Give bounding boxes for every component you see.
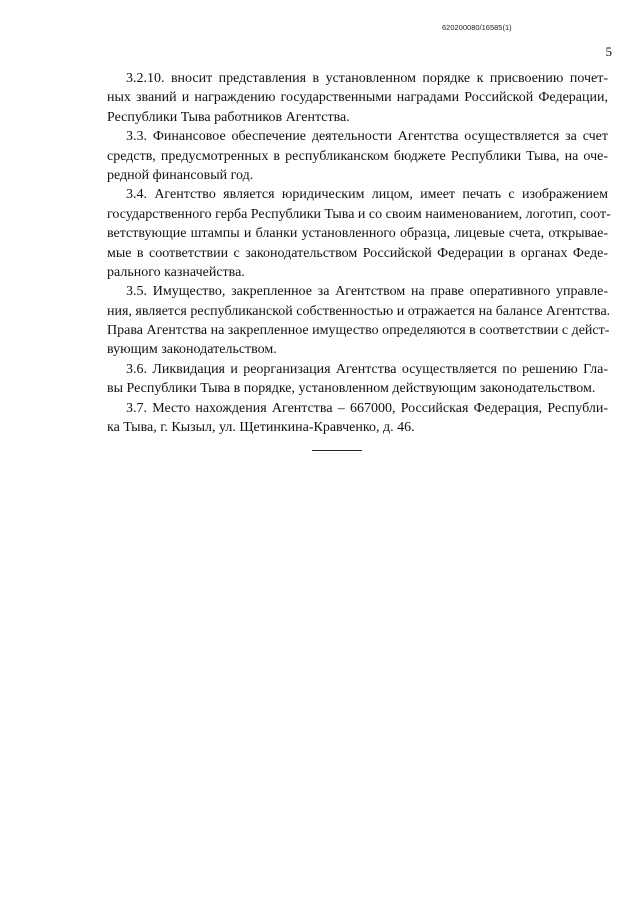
text-line: Права Агентства на закрепленное имущество определяются в соответствии с дейст-: [107, 323, 610, 339]
text-line: редной финансовый год.: [107, 167, 254, 183]
text-line: 3.3. Финансовое обеспечение деятельности Агентства осуществляется за счет: [126, 129, 608, 145]
text-line: рального казначейства.: [107, 264, 245, 280]
text-line: Республики Тыва работников Агентства.: [107, 109, 350, 125]
paragraph-3-7: [88, 399, 608, 438]
text-line: вы Республики Тыва в порядке, установленном действующим законодательством.: [107, 381, 596, 397]
text-line: 3.5. Имущество, закрепленное за Агентством на праве оперативного управле-: [126, 284, 608, 300]
text-line: ветствующие штампы и бланки установленного образца, лицевые счета, открывае-: [107, 226, 608, 242]
text-line: средств, предусмотренных в республиканском бюджете Республики Тыва, на оче-: [107, 148, 608, 164]
text-line: мые в соответствии с законодательством Российской Федерации в органах Феде-: [107, 245, 608, 261]
document-body: [88, 69, 611, 437]
text-line: 3.4. Агентство является юридическим лицом, имеет печать с изображением: [126, 187, 608, 203]
page-number: 5: [605, 44, 612, 59]
text-line: 3.6. Ликвидация и реорганизация Агентства осуществляется по решению Гла-: [126, 361, 608, 377]
paragraph-3-3: [88, 127, 608, 185]
paragraph-3-4: [88, 185, 611, 282]
text-line: государственного герба Республики Тыва и со своим наименованием, логотип, соот-: [107, 206, 611, 222]
text-line: вующим законодательством.: [107, 342, 277, 358]
text-line: ных званий и награждению государственными наградами Российской Федерации,: [107, 90, 608, 106]
text-line: ния, является республиканской собственностью и отражается на балансе Агентства.: [107, 303, 611, 319]
text-line: ка Тыва, г. Кызыл, ул. Щетинкина-Кравченко, д. 46.: [107, 420, 415, 436]
text-line: 3.2.10. вносит представления в установленном порядке к присвоению почет-: [126, 71, 608, 86]
text-line: 3.7. Место нахождения Агентства – 667000, Российская Федерация, Республи-: [126, 400, 608, 416]
paragraph-3-5: [88, 282, 611, 360]
end-of-document-rule: [312, 450, 362, 451]
paragraph-3-2-10: [88, 69, 608, 127]
paragraph-3-6: [88, 360, 608, 399]
document-id: 620200080/16585(1): [442, 23, 512, 32]
